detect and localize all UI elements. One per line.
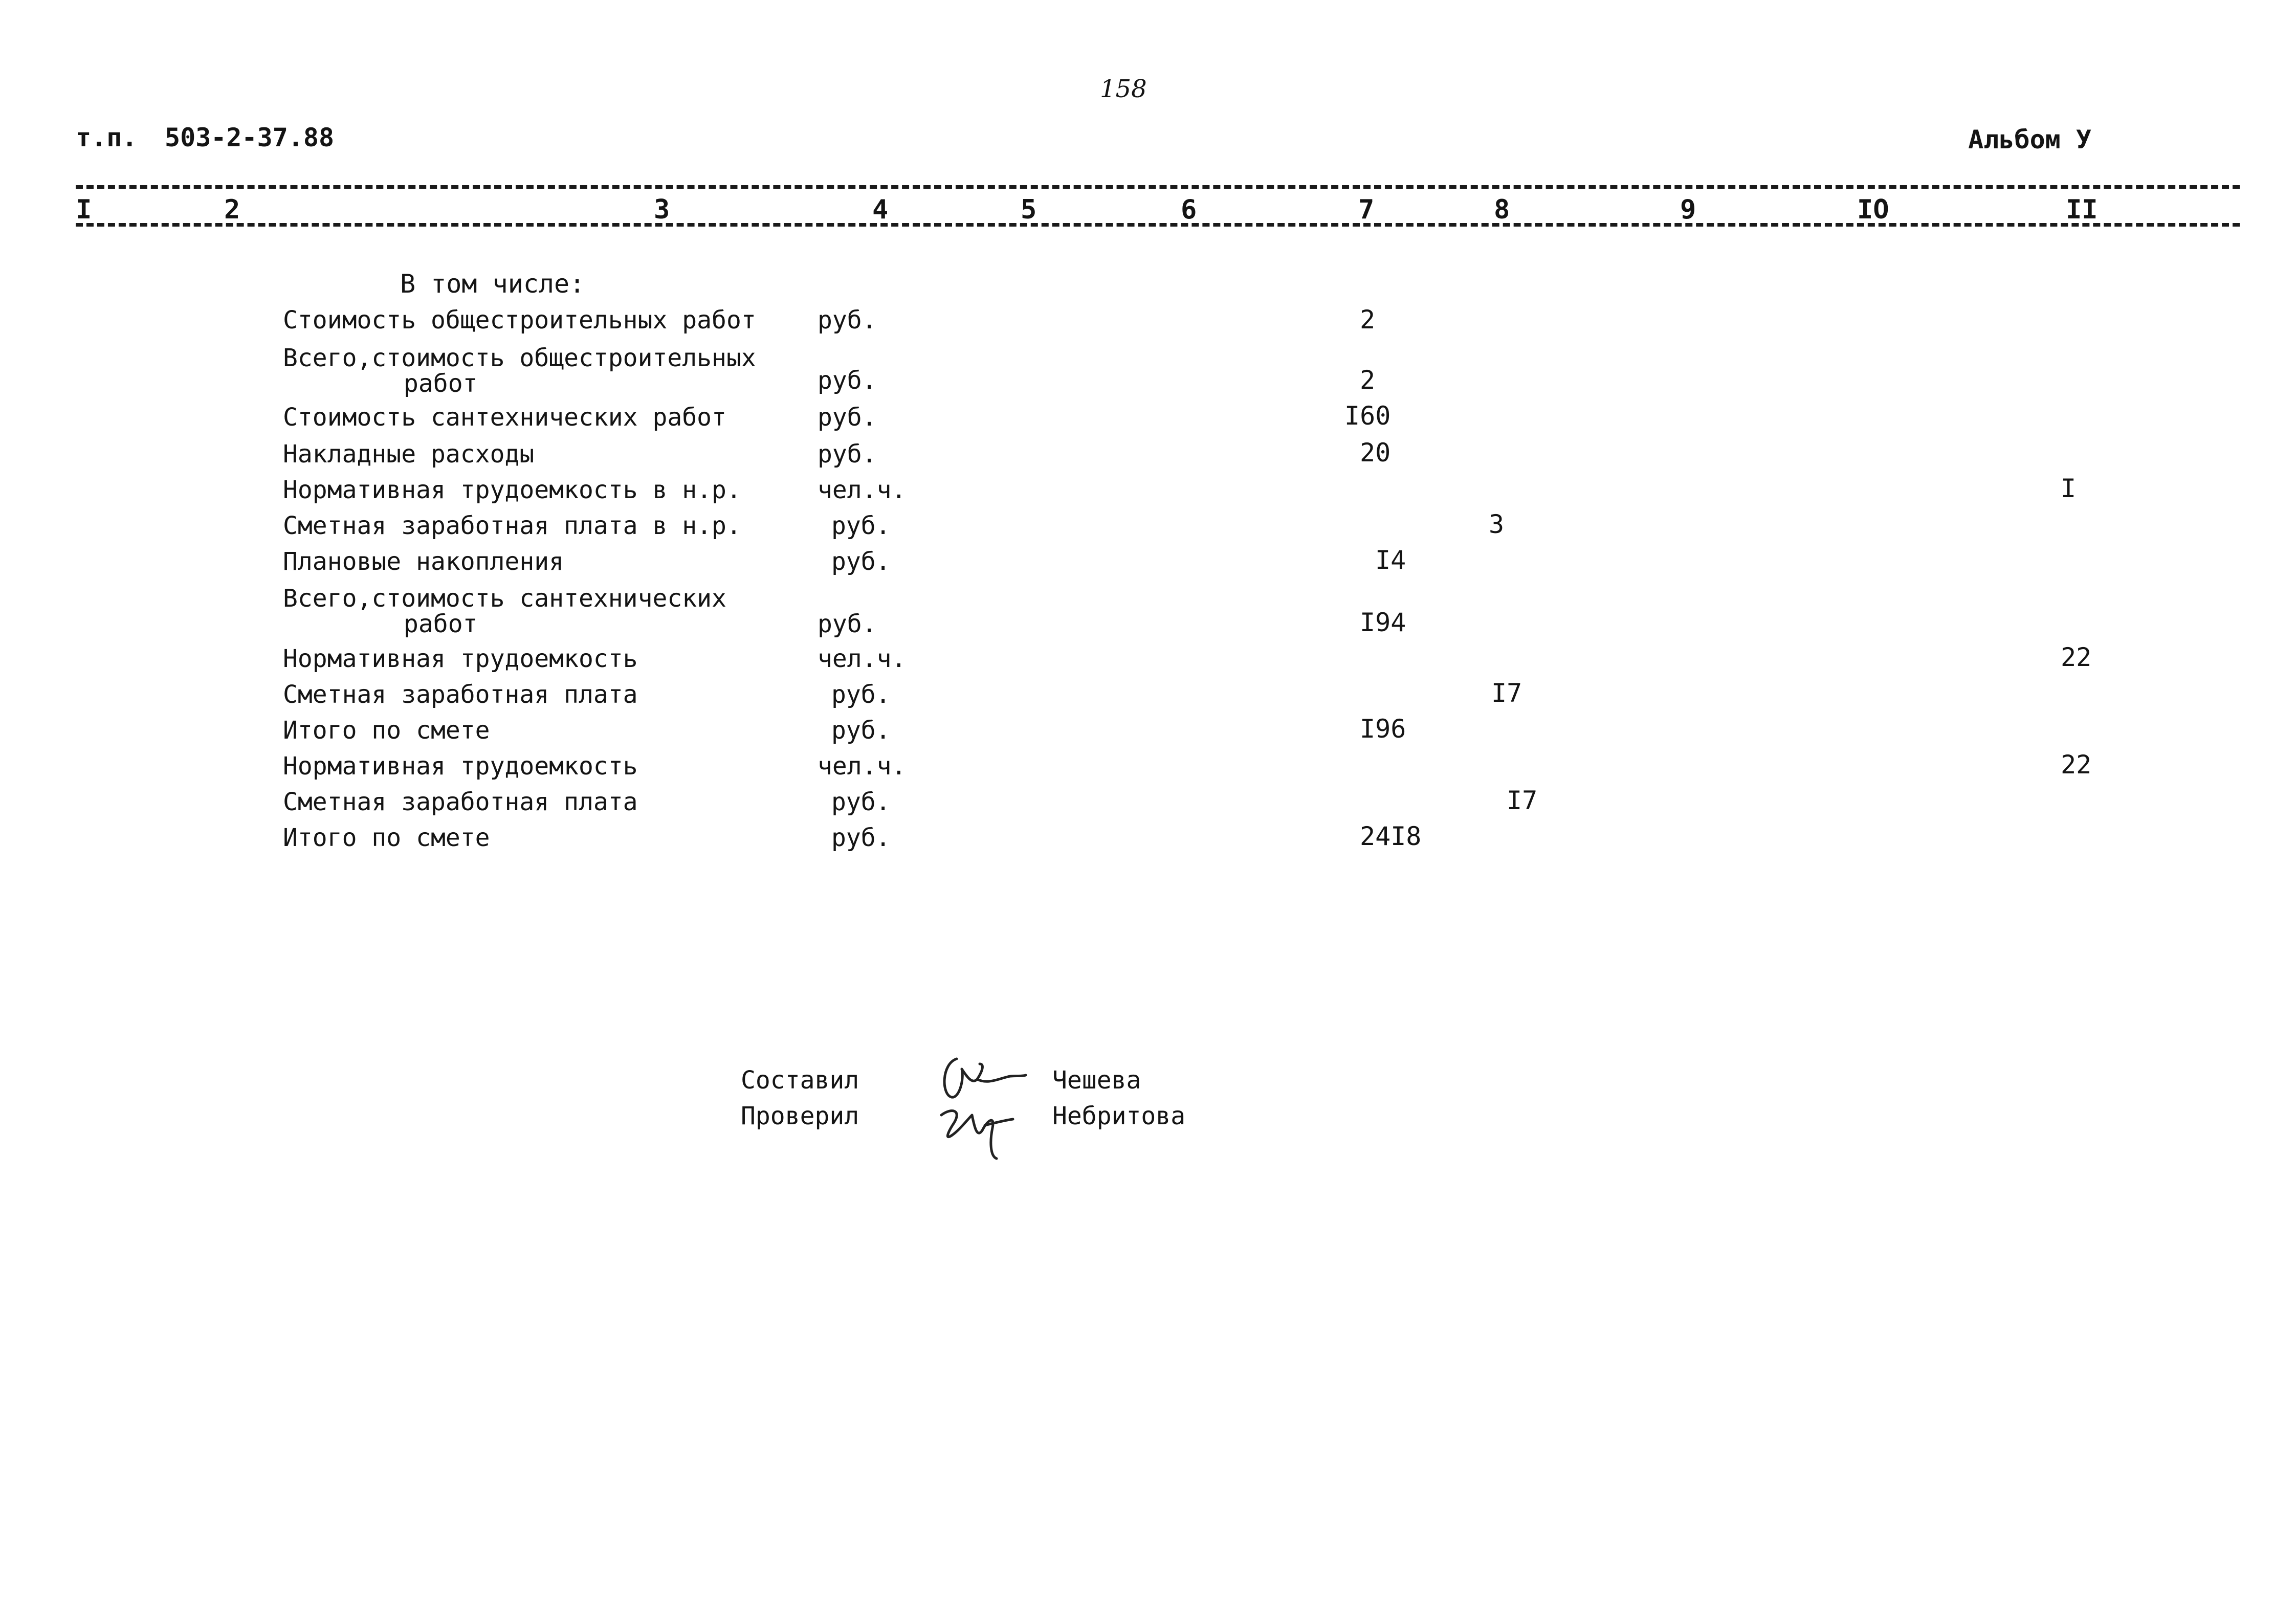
column-number-7: 7: [1358, 194, 1375, 225]
row-unit: руб.: [818, 366, 877, 395]
row-value-col7: I96: [1360, 714, 1406, 744]
row-unit: руб.: [818, 610, 877, 638]
row-value-col7: 2: [1360, 365, 1376, 395]
row-value-col8: I7: [1507, 786, 1538, 815]
row-label: Всего,стоимость общестроительных работ: [283, 344, 756, 398]
row-label: Сметная заработная плата в н.р.: [283, 512, 741, 540]
row-value-col7: 2: [1360, 305, 1376, 335]
row-value-col11: I: [2061, 474, 2077, 503]
column-number-1: I: [76, 194, 92, 225]
compiled-by-name: Чешева: [1052, 1066, 1141, 1095]
page-number: 158: [1100, 75, 1147, 103]
row-value-col8: 3: [1489, 509, 1505, 539]
row-unit: руб.: [831, 716, 891, 745]
row-label: Итого по смете: [283, 716, 490, 745]
row-unit: чел.ч.: [818, 476, 907, 504]
document-code: 503-2-37.88: [165, 123, 335, 152]
row-unit: руб.: [831, 547, 891, 576]
row-value-col7: I60: [1344, 401, 1391, 431]
row-value-col7: 24I8: [1360, 821, 1422, 851]
row-label: Стоимость общестроительных работ: [283, 306, 756, 335]
row-unit: руб.: [818, 306, 877, 335]
row-value-col11: 22: [2061, 642, 2092, 672]
row-unit: руб.: [831, 680, 891, 709]
row-value-col11: 22: [2061, 750, 2092, 780]
row-unit: чел.ч.: [818, 752, 907, 781]
column-number-8: 8: [1494, 194, 1510, 225]
row-value-col7: 20: [1360, 438, 1391, 468]
section-title: В том числе:: [400, 269, 585, 299]
row-label: Накладные расходы: [283, 440, 535, 469]
checked-by-label: Проверил: [741, 1102, 859, 1130]
row-label: Всего,стоимость сантехнических работ: [283, 584, 726, 638]
document-type-prefix: т.п.: [76, 123, 138, 152]
compiled-by-label: Составил: [741, 1066, 859, 1095]
row-unit: руб.: [831, 512, 891, 540]
column-number-2: 2: [224, 194, 240, 225]
row-label: Нормативная трудоемкость: [283, 752, 638, 781]
column-number-10: IO: [1857, 194, 1889, 225]
row-unit: чел.ч.: [818, 644, 907, 673]
row-unit: руб.: [831, 824, 891, 852]
row-unit: руб.: [831, 788, 891, 816]
checked-by-signature: [936, 1100, 1039, 1161]
row-value-col8: I7: [1491, 678, 1522, 708]
checked-by-name: Небритова: [1052, 1102, 1186, 1130]
column-number-4: 4: [872, 194, 889, 225]
row-unit: руб.: [818, 440, 877, 469]
column-number-11: II: [2066, 194, 2098, 225]
column-number-3: 3: [654, 194, 670, 225]
column-number-6: 6: [1181, 194, 1197, 225]
row-label: Стоимость сантехнических работ: [283, 403, 726, 432]
row-label: Нормативная трудоемкость в н.р.: [283, 476, 741, 504]
row-value-col7: I94: [1360, 608, 1406, 637]
row-unit: руб.: [818, 403, 877, 432]
row-label: Итого по смете: [283, 824, 490, 852]
row-label: Сметная заработная плата: [283, 680, 638, 709]
column-number-9: 9: [1680, 194, 1696, 225]
column-number-5: 5: [1021, 194, 1037, 225]
album-label: Альбом У: [1968, 125, 2091, 154]
row-label: Плановые накопления: [283, 547, 564, 576]
row-label: Нормативная трудоемкость: [283, 644, 638, 673]
row-label: Сметная заработная плата: [283, 788, 638, 816]
row-value-col7: I4: [1375, 545, 1406, 575]
